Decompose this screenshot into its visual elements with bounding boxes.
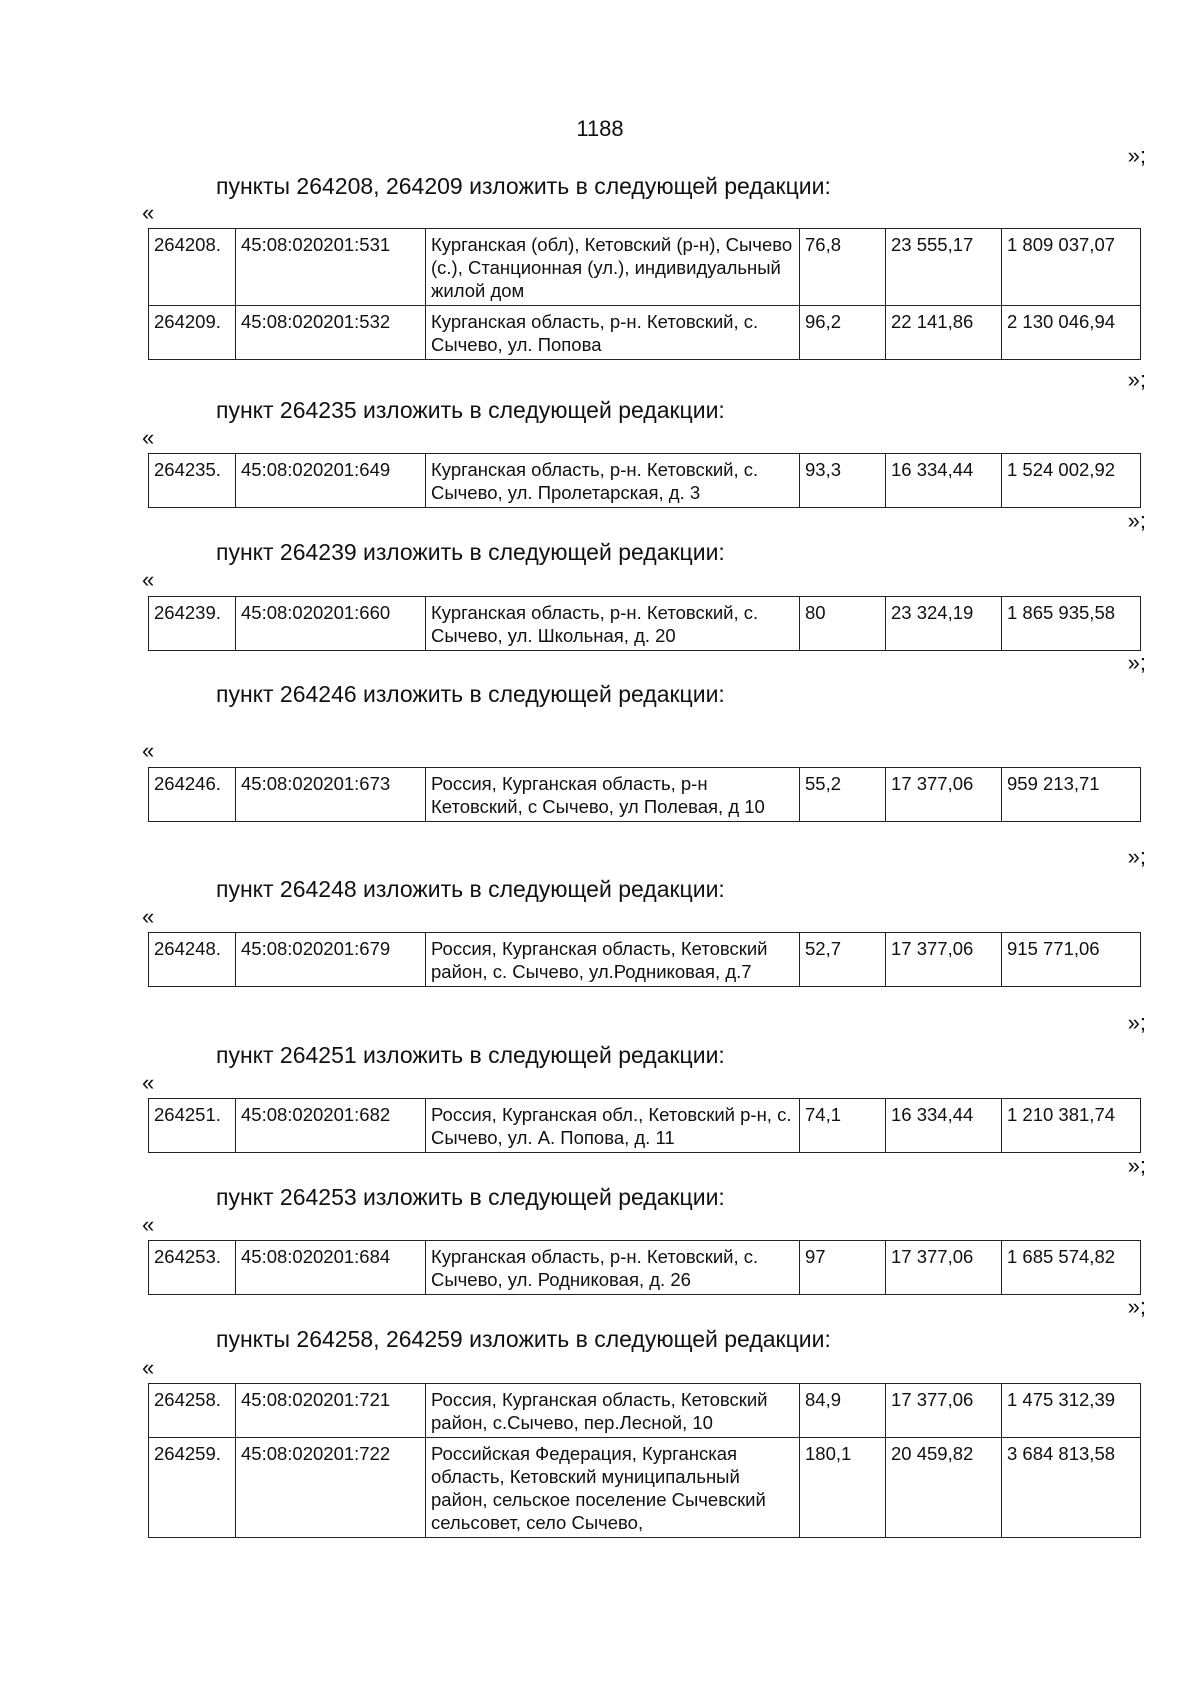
address-cell: Россия, Курганская обл., Кетовский р-н, с. Сычево, ул. А. Попова, д. 11 — [426, 1099, 800, 1153]
table-row — [149, 1384, 1141, 1438]
closing-quote: »; — [1127, 844, 1146, 869]
area-cell: 55,2 — [800, 768, 886, 822]
cadastral-number-cell: 45:08:020201:673 — [236, 768, 426, 822]
section-heading: пункт 264239 изложить в следующей редакции: — [216, 539, 725, 565]
opening-quote: « — [142, 1212, 155, 1237]
price-per-unit-cell: 22 141,86 — [886, 306, 1002, 360]
address-cell: Курганская область, р-н. Кетовский, с. Сычево, ул. Школьная, д. 20 — [426, 597, 800, 651]
cadastral-value-cell: 1 865 935,58 — [1002, 597, 1141, 651]
address-cell: Курганская область, р-н. Кетовский, с. Сычево, ул. Родниковая, д. 26 — [426, 1241, 800, 1295]
cadastral-number-cell: 45:08:020201:679 — [236, 933, 426, 987]
price-per-unit-cell: 23 324,19 — [886, 597, 1002, 651]
area-cell: 80 — [800, 597, 886, 651]
cadastral-value-cell: 1 524 002,92 — [1002, 454, 1141, 508]
cadastral-value-cell: 1 685 574,82 — [1002, 1241, 1141, 1295]
record-table — [148, 767, 1141, 822]
address-cell: Россия, Курганская область, Кетовский район, с.Сычево, пер.Лесной, 10 — [426, 1384, 800, 1438]
row-number-cell: 264253. — [149, 1241, 236, 1295]
closing-quote: »; — [1127, 1153, 1146, 1178]
row-number-cell: 264209. — [149, 306, 236, 360]
price-per-unit-cell: 17 377,06 — [886, 933, 1002, 987]
price-per-unit-cell: 23 555,17 — [886, 229, 1002, 306]
opening-quote: « — [142, 904, 155, 929]
record-table — [148, 596, 1141, 651]
closing-quote: »; — [1127, 508, 1146, 533]
area-cell: 97 — [800, 1241, 886, 1295]
cadastral-value-cell: 1 475 312,39 — [1002, 1384, 1141, 1438]
address-cell: Курганская область, р-н. Кетовский, с. Сычево, ул. Пролетарская, д. 3 — [426, 454, 800, 508]
row-number-cell: 264251. — [149, 1099, 236, 1153]
cadastral-number-cell: 45:08:020201:682 — [236, 1099, 426, 1153]
table-row — [149, 306, 1141, 360]
cadastral-number-cell: 45:08:020201:722 — [236, 1438, 426, 1538]
row-number-cell: 264259. — [149, 1438, 236, 1538]
opening-quote: « — [142, 425, 155, 450]
section-heading: пункт 264251 изложить в следующей редакции: — [216, 1042, 725, 1068]
price-per-unit-cell: 16 334,44 — [886, 454, 1002, 508]
row-number-cell: 264246. — [149, 768, 236, 822]
table-row — [149, 454, 1141, 508]
row-number-cell: 264248. — [149, 933, 236, 987]
area-cell: 84,9 — [800, 1384, 886, 1438]
cadastral-value-cell: 2 130 046,94 — [1002, 306, 1141, 360]
record-table — [148, 228, 1141, 360]
table-row — [149, 1438, 1141, 1538]
row-number-cell: 264235. — [149, 454, 236, 508]
cadastral-number-cell: 45:08:020201:649 — [236, 454, 426, 508]
cadastral-number-cell: 45:08:020201:684 — [236, 1241, 426, 1295]
table-row — [149, 597, 1141, 651]
section-heading: пункты 264258, 264259 изложить в следующей редакции: — [216, 1326, 831, 1352]
row-number-cell: 264258. — [149, 1384, 236, 1438]
section-heading: пункт 264248 изложить в следующей редакции: — [216, 876, 725, 902]
price-per-unit-cell: 16 334,44 — [886, 1099, 1002, 1153]
table-row — [149, 1241, 1141, 1295]
price-per-unit-cell: 20 459,82 — [886, 1438, 1002, 1538]
price-per-unit-cell: 17 377,06 — [886, 1241, 1002, 1295]
area-cell: 93,3 — [800, 454, 886, 508]
opening-quote: « — [142, 1355, 155, 1380]
row-number-cell: 264208. — [149, 229, 236, 306]
cadastral-value-cell: 1 809 037,07 — [1002, 229, 1141, 306]
price-per-unit-cell: 17 377,06 — [886, 1384, 1002, 1438]
row-number-cell: 264239. — [149, 597, 236, 651]
section-heading: пункт 264253 изложить в следующей редакции: — [216, 1184, 725, 1210]
address-cell: Курганская область, р-н. Кетовский, с. Сычево, ул. Попова — [426, 306, 800, 360]
address-cell: Россия, Курганская область, Кетовский район, с. Сычево, ул.Родниковая, д.7 — [426, 933, 800, 987]
record-table — [148, 1383, 1141, 1538]
area-cell: 74,1 — [800, 1099, 886, 1153]
record-table — [148, 932, 1141, 987]
area-cell: 52,7 — [800, 933, 886, 987]
closing-quote: »; — [1127, 367, 1146, 392]
address-cell: Курганская (обл), Кетовский (р-н), Сычево (с.), Станционная (ул.), индивидуальный жилой дом — [426, 229, 800, 306]
area-cell: 76,8 — [800, 229, 886, 306]
closing-quote: »; — [1127, 1294, 1146, 1319]
record-table — [148, 1240, 1141, 1295]
table-row — [149, 1099, 1141, 1153]
area-cell: 180,1 — [800, 1438, 886, 1538]
opening-quote: « — [142, 738, 155, 763]
section-heading: пункт 264235 изложить в следующей редакции: — [216, 397, 725, 423]
cadastral-number-cell: 45:08:020201:531 — [236, 229, 426, 306]
address-cell: Российская Федерация, Курганская область, Кетовский муниципальный район, сельское поселение Сычевский сельсовет, село Сычево, — [426, 1438, 800, 1538]
section-heading: пункты 264208, 264209 изложить в следующей редакции: — [216, 173, 831, 199]
record-table — [148, 453, 1141, 508]
record-table — [148, 1098, 1141, 1153]
address-cell: Россия, Курганская область, р-н Кетовский, с Сычево, ул Полевая, д 10 — [426, 768, 800, 822]
closing-quote: »; — [1127, 143, 1146, 168]
cadastral-value-cell: 959 213,71 — [1002, 768, 1141, 822]
section-heading: пункт 264246 изложить в следующей редакции: — [216, 681, 725, 707]
price-per-unit-cell: 17 377,06 — [886, 768, 1002, 822]
opening-quote: « — [142, 567, 155, 592]
table-row — [149, 933, 1141, 987]
cadastral-number-cell: 45:08:020201:660 — [236, 597, 426, 651]
cadastral-value-cell: 915 771,06 — [1002, 933, 1141, 987]
area-cell: 96,2 — [800, 306, 886, 360]
opening-quote: « — [142, 1070, 155, 1095]
cadastral-value-cell: 1 210 381,74 — [1002, 1099, 1141, 1153]
page-number: 1188 — [576, 116, 624, 141]
table-row — [149, 229, 1141, 306]
table-row — [149, 768, 1141, 822]
cadastral-number-cell: 45:08:020201:721 — [236, 1384, 426, 1438]
closing-quote: »; — [1127, 650, 1146, 675]
opening-quote: « — [142, 200, 155, 225]
closing-quote: »; — [1127, 1010, 1146, 1035]
cadastral-value-cell: 3 684 813,58 — [1002, 1438, 1141, 1538]
cadastral-number-cell: 45:08:020201:532 — [236, 306, 426, 360]
